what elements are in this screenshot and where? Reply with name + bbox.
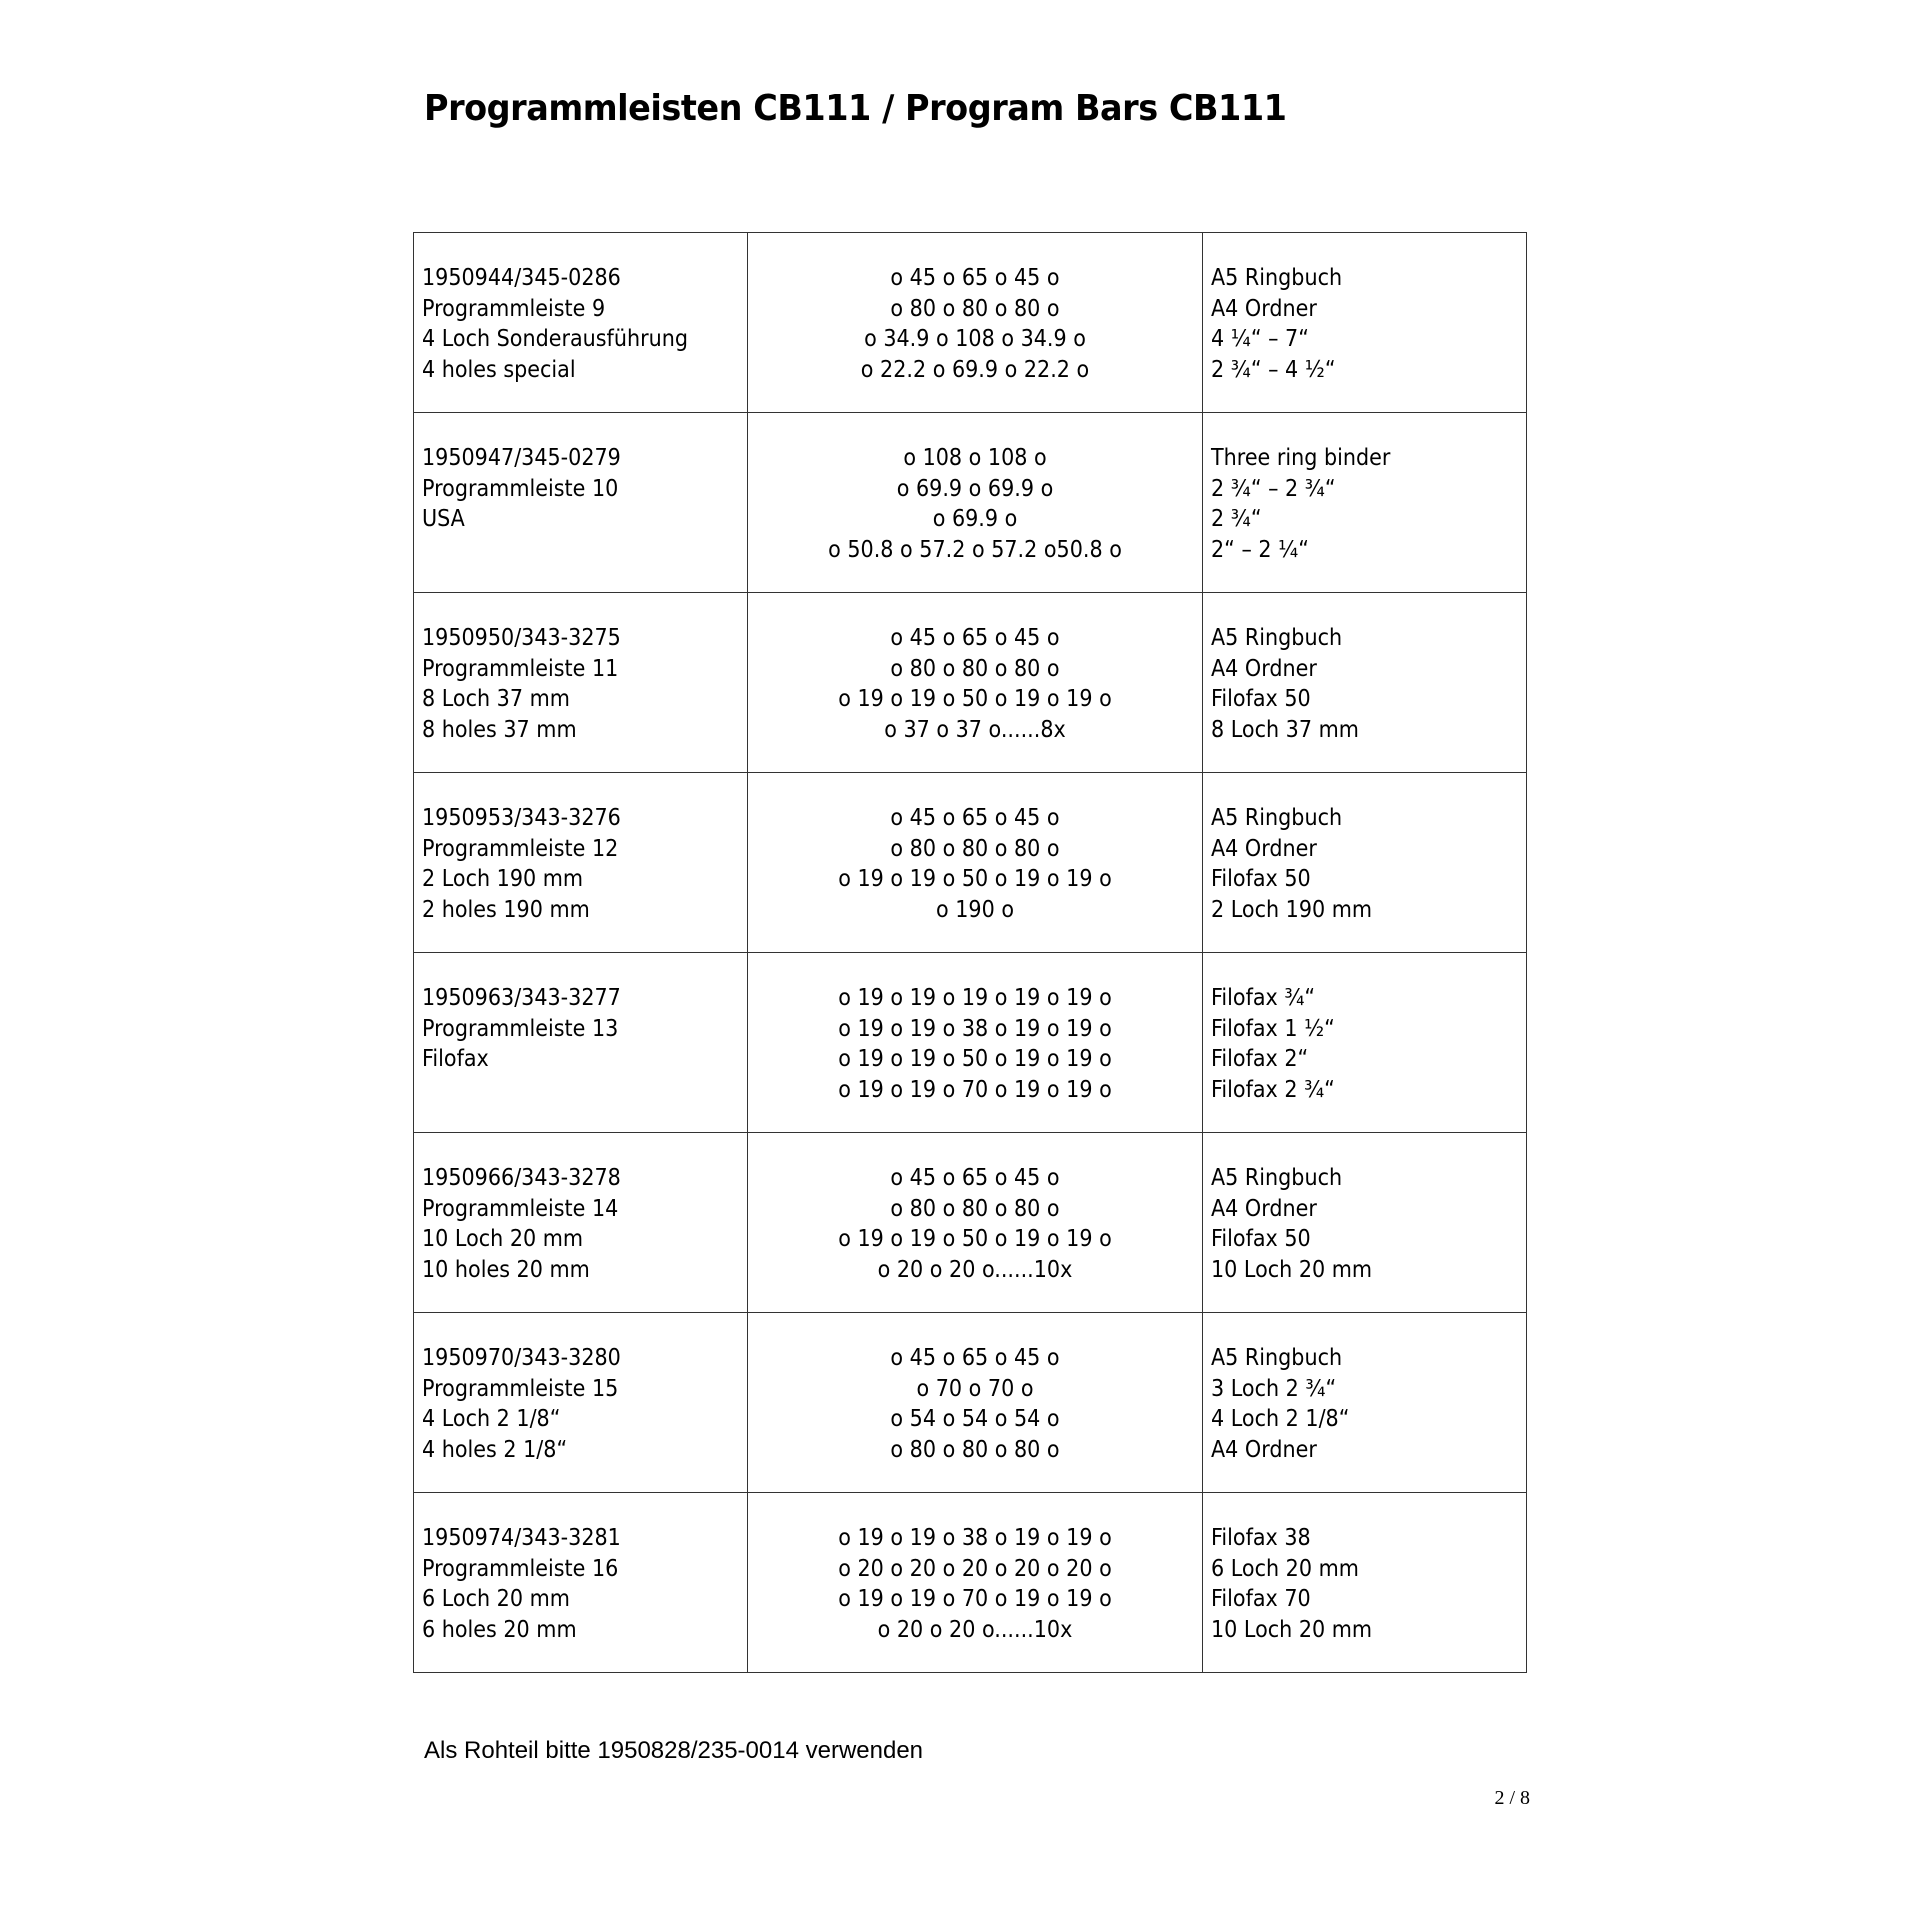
hole-spacing-line: o 80 o 80 o 80 o <box>890 655 1060 682</box>
usage-line: A4 Ordner <box>1211 655 1317 682</box>
usage-line: A5 Ringbuch <box>1211 805 1343 831</box>
table-row <box>414 953 1527 1133</box>
usage-line: 10 Loch 20 mm <box>1211 1256 1373 1283</box>
hole-spacing-line: o 19 o 19 o 70 o 19 o 19 o <box>838 1076 1112 1103</box>
usage-cell <box>1203 773 1527 953</box>
hole-spacing-line: o 80 o 80 o 80 o <box>890 1436 1060 1463</box>
hole-spacing-line: o 19 o 19 o 50 o 19 o 19 o <box>838 1226 1112 1252</box>
hole-spacing-line: o 108 o 108 o <box>903 445 1047 471</box>
usage-cell <box>1203 593 1527 773</box>
hole-spacing-line: o 19 o 19 o 38 o 19 o 19 o <box>838 1525 1112 1551</box>
usage-line: 3 Loch 2 ¾“ <box>1211 1375 1337 1402</box>
table-row <box>414 413 1527 593</box>
hole-spacing-line: o 19 o 19 o 19 o 19 o 19 o <box>838 985 1112 1011</box>
description-line: 4 holes special <box>422 356 576 383</box>
description-line: 1950970/343-3280 <box>422 1345 621 1371</box>
hole-spacing-cell <box>748 233 1203 413</box>
usage-line: 2 ¾“ – 4 ½“ <box>1211 356 1336 383</box>
usage-line: A4 Ordner <box>1211 835 1317 862</box>
usage-line: Filofax 50 <box>1211 866 1311 892</box>
description-cell <box>414 593 748 773</box>
description-line: 1950950/343-3275 <box>422 625 621 651</box>
hole-spacing-cell <box>748 1493 1203 1673</box>
hole-spacing-line: o 19 o 19 o 70 o 19 o 19 o <box>838 1586 1112 1612</box>
hole-spacing-line: o 45 o 65 o 45 o <box>890 265 1060 291</box>
description-line: Programmleiste 9 <box>422 295 606 322</box>
hole-spacing-line: o 37 o 37 o......8x <box>884 716 1066 743</box>
usage-line: A5 Ringbuch <box>1211 1345 1343 1371</box>
usage-line: 2 Loch 190 mm <box>1211 896 1373 923</box>
usage-line: A4 Ordner <box>1211 1436 1317 1463</box>
table-row <box>414 1493 1527 1673</box>
table-row <box>414 593 1527 773</box>
description-line: Programmleiste 13 <box>422 1015 619 1042</box>
usage-line: 2“ – 2 ¼“ <box>1211 536 1309 563</box>
description-cell <box>414 413 748 593</box>
usage-line: Filofax 50 <box>1211 1226 1311 1252</box>
description-line: 4 Loch 2 1/8“ <box>422 1406 561 1432</box>
usage-cell <box>1203 1133 1527 1313</box>
page-number: 2 / 8 <box>1494 1787 1530 1809</box>
hole-spacing-line: o 80 o 80 o 80 o <box>890 1195 1060 1222</box>
description-line: 10 holes 20 mm <box>422 1256 590 1283</box>
usage-line: Three ring binder <box>1211 445 1391 471</box>
description-line: 1950963/343-3277 <box>422 985 621 1011</box>
usage-line: Filofax 50 <box>1211 686 1311 712</box>
description-line: 6 Loch 20 mm <box>422 1586 570 1612</box>
usage-line: A4 Ordner <box>1211 295 1317 322</box>
description-line: Programmleiste 15 <box>422 1375 619 1402</box>
table-body <box>414 233 1527 1673</box>
usage-line: 8 Loch 37 mm <box>1211 716 1359 743</box>
description-line: 8 holes 37 mm <box>422 716 577 743</box>
hole-spacing-cell <box>748 1133 1203 1313</box>
usage-line: A5 Ringbuch <box>1211 1165 1343 1191</box>
hole-spacing-cell <box>748 1313 1203 1493</box>
hole-spacing-line: o 69.9 o 69.9 o <box>896 475 1054 502</box>
usage-cell <box>1203 413 1527 593</box>
hole-spacing-line: o 20 o 20 o......10x <box>877 1256 1073 1283</box>
hole-spacing-cell <box>748 593 1203 773</box>
hole-spacing-line: o 34.9 o 108 o 34.9 o <box>864 326 1086 352</box>
usage-line: Filofax 1 ½“ <box>1211 1015 1335 1042</box>
hole-spacing-line: o 50.8 o 57.2 o 57.2 o50.8 o <box>828 536 1122 563</box>
usage-line: A4 Ordner <box>1211 1195 1317 1222</box>
usage-line: Filofax 70 <box>1211 1586 1311 1612</box>
table-row <box>414 773 1527 953</box>
description-line: 4 holes 2 1/8“ <box>422 1436 568 1463</box>
hole-spacing-cell <box>748 953 1203 1133</box>
description-line: 4 Loch Sonderausführung <box>422 326 688 352</box>
description-cell <box>414 1493 748 1673</box>
hole-spacing-line: o 45 o 65 o 45 o <box>890 1345 1060 1371</box>
hole-spacing-line: o 19 o 19 o 50 o 19 o 19 o <box>838 686 1112 712</box>
hole-spacing-line: o 54 o 54 o 54 o <box>890 1406 1060 1432</box>
program-bars-table <box>413 232 1527 1673</box>
hole-spacing-line: o 45 o 65 o 45 o <box>890 1165 1060 1191</box>
description-line: 10 Loch 20 mm <box>422 1226 584 1252</box>
table-row <box>414 1313 1527 1493</box>
usage-line: 4 Loch 2 1/8“ <box>1211 1406 1350 1432</box>
hole-spacing-line: o 70 o 70 o <box>916 1375 1034 1402</box>
description-line: 1950974/343-3281 <box>422 1525 621 1551</box>
description-line: 1950953/343-3276 <box>422 805 621 831</box>
usage-line: A5 Ringbuch <box>1211 625 1343 651</box>
hole-spacing-line: o 20 o 20 o 20 o 20 o 20 o <box>838 1555 1112 1582</box>
hole-spacing-line: o 80 o 80 o 80 o <box>890 835 1060 862</box>
description-line: 2 Loch 190 mm <box>422 866 584 892</box>
description-cell <box>414 1133 748 1313</box>
description-line: Programmleiste 16 <box>422 1555 619 1582</box>
description-cell <box>414 233 748 413</box>
usage-line: A5 Ringbuch <box>1211 265 1343 291</box>
hole-spacing-line: o 45 o 65 o 45 o <box>890 625 1060 651</box>
description-cell <box>414 773 748 953</box>
table-row <box>414 233 1527 413</box>
usage-line: 2 ¾“ <box>1211 506 1262 532</box>
description-line: Filofax <box>422 1046 489 1072</box>
description-cell <box>414 953 748 1133</box>
usage-line: Filofax ¾“ <box>1211 985 1316 1011</box>
usage-line: Filofax 2 ¾“ <box>1211 1076 1335 1103</box>
hole-spacing-line: o 19 o 19 o 50 o 19 o 19 o <box>838 1046 1112 1072</box>
description-line: Programmleiste 14 <box>422 1195 619 1222</box>
description-line: Programmleiste 12 <box>422 835 619 862</box>
usage-cell <box>1203 233 1527 413</box>
page-title: Programmleisten CB111 / Program Bars CB111 <box>424 88 1287 129</box>
description-line: Programmleiste 11 <box>422 655 619 682</box>
description-line: 1950944/345-0286 <box>422 265 621 291</box>
description-line: 2 holes 190 mm <box>422 896 590 923</box>
hole-spacing-line: o 80 o 80 o 80 o <box>890 295 1060 322</box>
usage-line: 4 ¼“ – 7“ <box>1211 326 1309 352</box>
hole-spacing-line: o 22.2 o 69.9 o 22.2 o <box>860 356 1090 383</box>
hole-spacing-line: o 69.9 o <box>932 506 1018 532</box>
hole-spacing-line: o 19 o 19 o 50 o 19 o 19 o <box>838 866 1112 892</box>
hole-spacing-line: o 45 o 65 o 45 o <box>890 805 1060 831</box>
usage-line: 10 Loch 20 mm <box>1211 1616 1373 1643</box>
raw-part-note: Als Rohteil bitte 1950828/235-0014 verwenden <box>424 1737 924 1764</box>
usage-cell <box>1203 1313 1527 1493</box>
usage-line: Filofax 38 <box>1211 1525 1311 1551</box>
hole-spacing-line: o 190 o <box>935 896 1014 923</box>
description-line: 8 Loch 37 mm <box>422 686 570 712</box>
usage-cell <box>1203 1493 1527 1673</box>
usage-cell <box>1203 953 1527 1133</box>
usage-line: 2 ¾“ – 2 ¾“ <box>1211 475 1336 502</box>
description-line: 6 holes 20 mm <box>422 1616 577 1643</box>
description-cell <box>414 1313 748 1493</box>
description-line: Programmleiste 10 <box>422 475 619 502</box>
usage-line: 6 Loch 20 mm <box>1211 1555 1359 1582</box>
hole-spacing-cell <box>748 413 1203 593</box>
description-line: 1950966/343-3278 <box>422 1165 621 1191</box>
hole-spacing-line: o 19 o 19 o 38 o 19 o 19 o <box>838 1015 1112 1042</box>
description-line: USA <box>422 506 465 532</box>
usage-line: Filofax 2“ <box>1211 1046 1309 1072</box>
hole-spacing-line: o 20 o 20 o......10x <box>877 1616 1073 1643</box>
table-row <box>414 1133 1527 1313</box>
description-line: 1950947/345-0279 <box>422 445 621 471</box>
hole-spacing-cell <box>748 773 1203 953</box>
